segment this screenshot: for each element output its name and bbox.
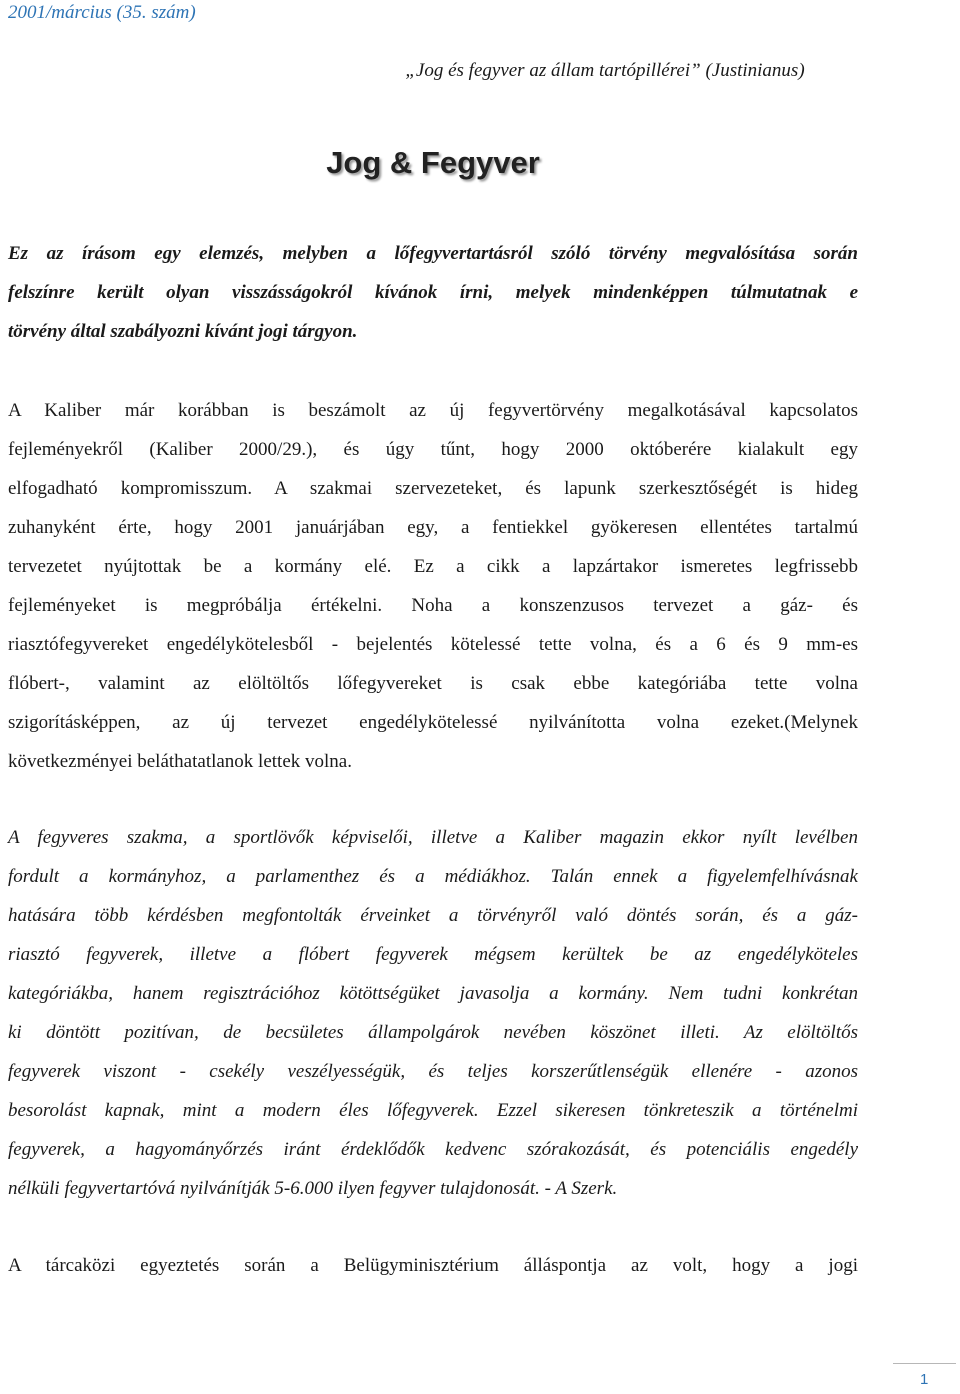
- editor-note-line: hatására több kérdésben megfontolták érveinket a törvényről való döntés során, és a gáz-: [8, 905, 858, 926]
- page-title: Jog & Fegyver: [326, 145, 540, 180]
- editor-note-line: kategóriákba, hanem regisztrációhoz kötöttségüket javasolja a kormány. Nem tudni konkrétan: [8, 983, 858, 1004]
- body-line: következményei beláthatatlanok lettek volna.: [8, 751, 352, 772]
- intro-line: Ez az írásom egy elemzés, melyben a lőfegyvertartásról szóló törvény megvalósítása során: [8, 243, 858, 264]
- intro-line: törvény által szabályozni kívánt jogi tárgyon.: [8, 321, 358, 342]
- editor-note-line: fegyverek viszont - csekély veszélyességük, és teljes korszerűtlenségük ellenére - azonos: [8, 1061, 858, 1082]
- body-line: fejleményeket is megpróbálja értékelni. Noha a konszenzusos tervezet a gáz- és: [8, 595, 858, 616]
- editor-note-line: besorolást kapnak, mint a modern éles lőfegyverek. Ezzel sikeresen tönkreteszik a történelmi: [8, 1100, 858, 1121]
- editor-note-line: fegyverek, a hagyományőrzés iránt érdeklődők kedvenc szórakozását, és potenciális engedély: [8, 1139, 858, 1160]
- editor-note-line: riasztó fegyverek, illetve a flóbert fegyverek mégsem kerültek be az engedélyköteles: [8, 944, 858, 965]
- continuing-line: A tárcaközi egyeztetés során a Belügyminisztérium álláspontja az volt, hogy a jogi: [8, 1255, 858, 1276]
- continuing-paragraph: [8, 1246, 858, 1285]
- intro-line: felszínre került olyan visszásságokról kívánok írni, melyek mindenképpen túlmutatnak e: [8, 282, 858, 303]
- editor-note-line: A fegyveres szakma, a sportlövők képviselői, illetve a Kaliber magazin ekkor nyílt levélben: [8, 827, 858, 848]
- body-line: zuhanyként érte, hogy 2001 januárjában egy, a fentiekkel gyökeresen ellentétes tartalmú: [8, 517, 858, 538]
- intro-paragraph: [8, 234, 858, 351]
- body-line: fejleményekről (Kaliber 2000/29.), és úgy tűnt, hogy 2000 októberére kialakult egy: [8, 439, 858, 460]
- footer-divider: [893, 1363, 956, 1364]
- body-line: flóbert-, valamint az elöltöltős lőfegyvereket is csak ebbe kategóriába tette volna: [8, 673, 858, 694]
- body-paragraph: [8, 391, 858, 781]
- editor-note-line: fordult a kormányhoz, a parlamenthez és a médiákhoz. Talán ennek a figyelemfelhívásnak: [8, 866, 858, 887]
- page-number: 1: [920, 1371, 929, 1388]
- motto-quote: „Jog és fegyver az állam tartópillérei” (Justinianus): [405, 60, 805, 81]
- editor-note-line: ki döntött pozitívan, de becsületes állampolgárok nevében köszönet illeti. Az elöltöltős: [8, 1022, 858, 1043]
- body-line: elfogadható kompromisszum. A szakmai szervezeteket, és lapunk szerkesztőségét is hideg: [8, 478, 858, 499]
- editor-note-line: nélküli fegyvertartóvá nyilvánítják 5-6.000 ilyen fegyver tulajdonosát. - A Szerk.: [8, 1178, 618, 1199]
- editor-note-paragraph: [8, 818, 858, 1208]
- body-line: riasztófegyvereket engedélykötelesből - bejelentés kötelessé tette volna, és a 6 és 9 mm-es: [8, 634, 858, 655]
- body-line: tervezetet nyújtottak be a kormány elé. Ez a cikk a lapzártakor ismeretes legfrissebb: [8, 556, 858, 577]
- body-line: szigorításképpen, az új tervezet engedélykötelessé nyilvánította volna ezeket.(Melynek: [8, 712, 858, 733]
- body-line: A Kaliber már korábban is beszámolt az új fegyvertörvény megalkotásával kapcsolatos: [8, 400, 858, 421]
- issue-header: 2001/március (35. szám): [8, 2, 196, 23]
